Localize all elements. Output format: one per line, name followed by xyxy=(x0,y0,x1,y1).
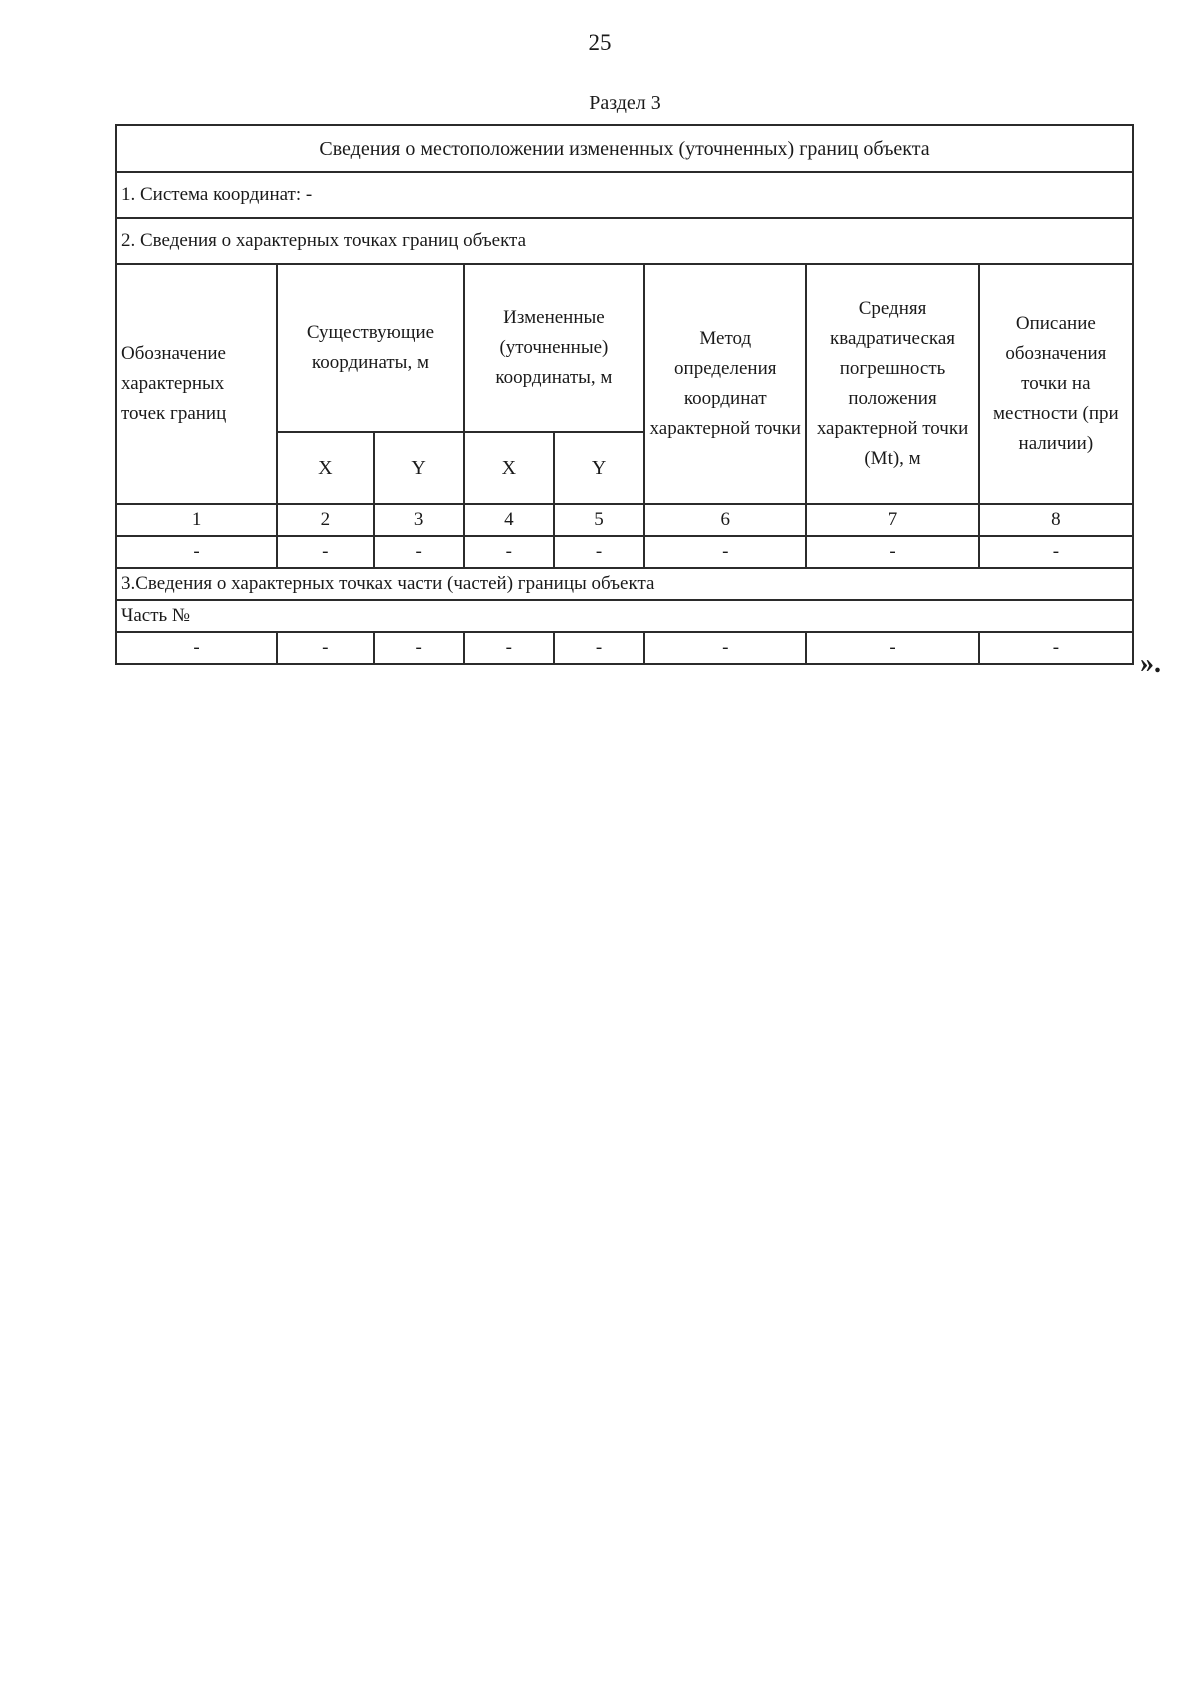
table-cell: - xyxy=(644,632,806,664)
table-row xyxy=(116,536,1133,568)
column-number: 3 xyxy=(374,504,464,536)
boundary-points-table xyxy=(115,124,1134,665)
table-cell: - xyxy=(806,536,978,568)
coordinate-system-row: 1. Система координат: - xyxy=(116,172,1133,218)
table-cell: - xyxy=(464,536,554,568)
points-heading-row: 2. Сведения о характерных точках границ объекта xyxy=(116,218,1133,264)
header-changed-coordinates: Измененные (уточненные) координаты, м xyxy=(464,264,644,432)
page-number: 25 xyxy=(588,30,612,55)
column-number-row xyxy=(116,504,1133,536)
header-existing-coordinates: Существующие координаты, м xyxy=(277,264,464,432)
table-cell: - xyxy=(277,536,373,568)
table-cell: - xyxy=(116,632,277,664)
column-number: 1 xyxy=(116,504,277,536)
column-number: 8 xyxy=(979,504,1133,536)
table-cell: - xyxy=(277,632,373,664)
table-cell: - xyxy=(979,536,1133,568)
header-existing-y: Y xyxy=(374,432,464,504)
table-row xyxy=(116,632,1133,664)
header-method: Метод определения координат характерной точки xyxy=(644,264,806,504)
part-number-row: Часть № xyxy=(116,600,1133,632)
table-cell: - xyxy=(644,536,806,568)
table-cell: - xyxy=(806,632,978,664)
header-point-description: Описание обозначения точки на местности (при наличии) xyxy=(979,264,1133,504)
table-cell: - xyxy=(374,632,464,664)
table-cell: - xyxy=(464,632,554,664)
table-cell: - xyxy=(554,632,644,664)
header-mean-square-error: Средняя квадратическая погрешность положения характерной точки (Mt), м xyxy=(806,264,978,504)
table-cell: - xyxy=(554,536,644,568)
column-number: 7 xyxy=(806,504,978,536)
table-cell: - xyxy=(374,536,464,568)
closing-quote-mark: ». xyxy=(1140,648,1161,679)
column-number: 6 xyxy=(644,504,806,536)
table-cell: - xyxy=(979,632,1133,664)
column-number: 2 xyxy=(277,504,373,536)
table-cell: - xyxy=(116,536,277,568)
column-number: 5 xyxy=(554,504,644,536)
header-existing-x: X xyxy=(277,432,373,504)
header-point-designation: Обозначение характерных точек границ xyxy=(116,264,277,504)
parts-heading-row: 3.Сведения о характерных точках части (частей) границы объекта xyxy=(116,568,1133,600)
header-changed-x: X xyxy=(464,432,554,504)
header-changed-y: Y xyxy=(554,432,644,504)
column-number: 4 xyxy=(464,504,554,536)
section-label: Раздел 3 xyxy=(589,92,661,114)
table-title: Сведения о местоположении измененных (уточненных) границ объекта xyxy=(116,125,1133,172)
